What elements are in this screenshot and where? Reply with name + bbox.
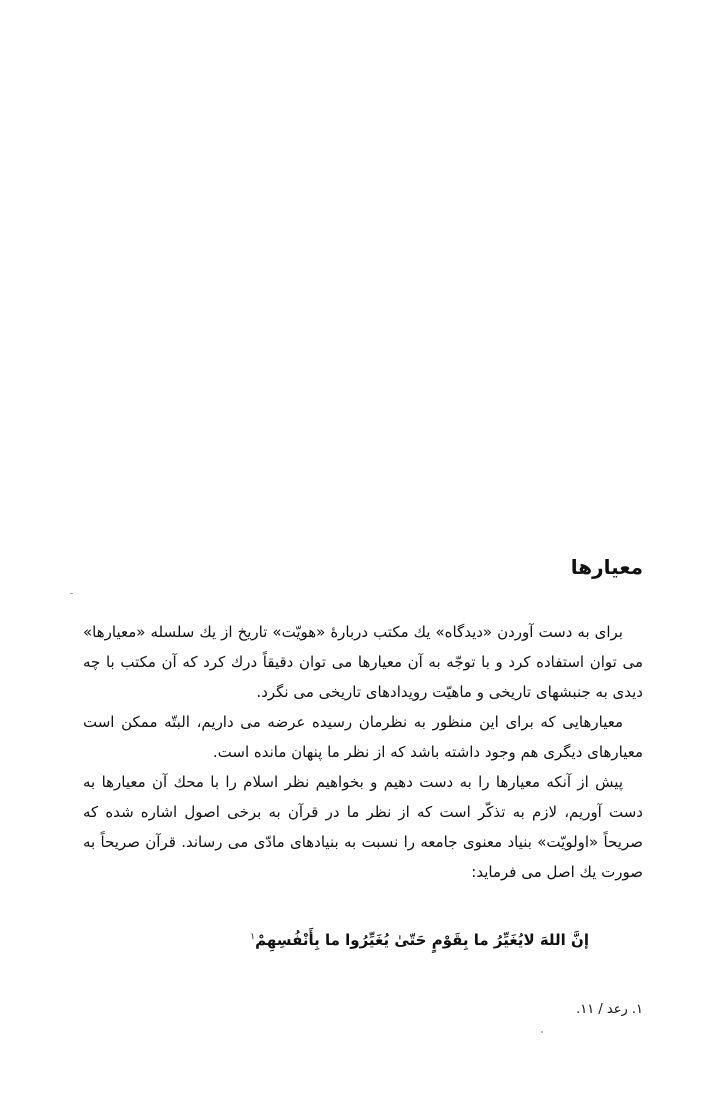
verse-text: إنَّ اللهَ لایُغَیِّرُ ما بِقَوْمٍ حَتّیٰ یُغَیِّرُوا ما بِأَنْفُسِهِمْ <box>255 931 589 949</box>
print-speck <box>541 1031 543 1033</box>
footnote-marker: ۱ <box>250 932 256 942</box>
section-heading: معیارها <box>570 555 643 579</box>
paragraph-3: پیش از آنكه معیارها را به دست دهیم و بخواهیم نظر اسلام را با محك آن معیارها به دست آوریم، لازم به تذكّر است كه از نظر ما در قرآن به برخی اصول اشاره شده كه صریحاً «اولویّت» بنیاد معنوی جامعه را نسبت به بنیادهای مادّی می رساند. قرآن صریحاً به صورت یك اصل می فرماید: <box>83 773 643 881</box>
paragraph-1: برای به دست آوردن «دیدگاه» یك مكتب دربارهٔ «هویّت» تاریخ از یك سلسله «معیارها» می توان استفاده كرد و با توجّه به آن معیارها می توان دقیقاً درك كرد كه آن مکتب با چه دیدی به جنبشهای تاریخی و ماهیّت رویدادهای تاریخی می نگرد. <box>83 623 643 701</box>
print-speck <box>70 593 73 594</box>
body-text <box>83 617 643 887</box>
quran-verse <box>250 922 589 955</box>
footnote: ۱. رعد / ۱۱. <box>576 1002 643 1017</box>
paragraph-2: معیارهایی كه برای این منظور به نظرمان رسیده عرضه می داریم، البتّه ممكن است معیارهای دیگری هم وجود داشته باشد كه از نظر ما پنهان مانده است. <box>83 713 643 761</box>
